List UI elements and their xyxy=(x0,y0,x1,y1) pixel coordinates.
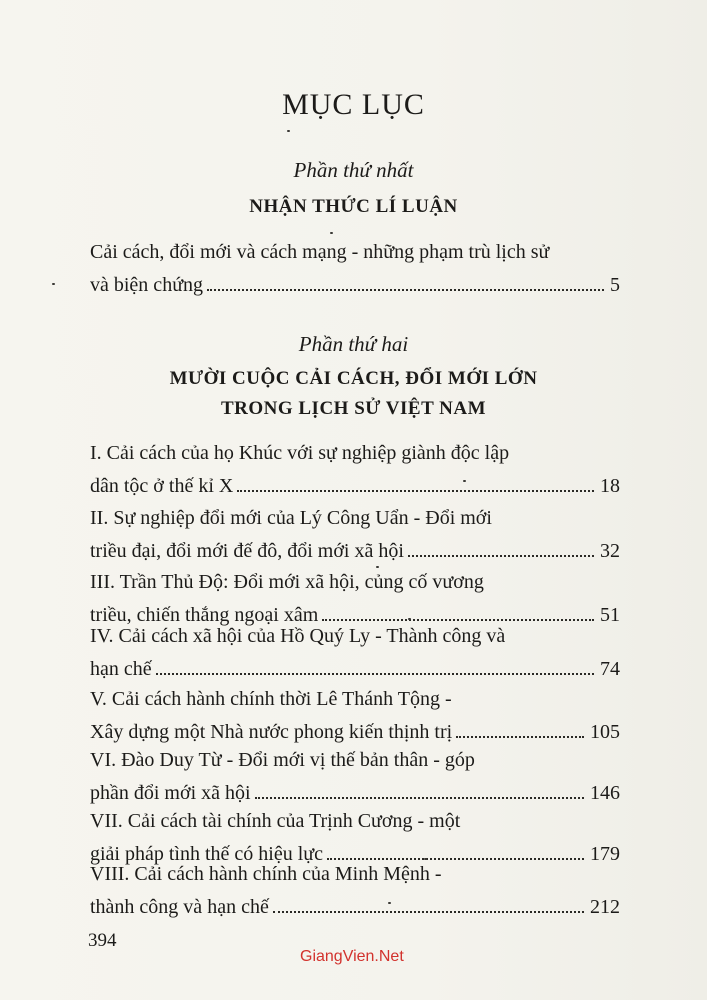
toc-entry-page: 51 xyxy=(600,604,620,626)
scan-speck xyxy=(287,130,290,132)
part2-heading-line2: TRONG LỊCH SỬ VIỆT NAM xyxy=(220,398,487,419)
dot-leader xyxy=(408,554,594,557)
dot-leader xyxy=(456,735,584,738)
scan-speck xyxy=(388,902,391,904)
scan-speck xyxy=(330,232,333,234)
toc-entry-page: 105 xyxy=(590,721,620,743)
toc-entry-line2-row xyxy=(90,535,620,568)
toc-entry[interactable] xyxy=(90,858,620,924)
toc-entry-line2: giải pháp tình thế có hiệu lực xyxy=(90,843,323,865)
scan-speck xyxy=(408,618,411,620)
toc-entry-line2: dân tộc ở thế kỉ X xyxy=(90,475,234,497)
toc-entry-line2: hạn chế xyxy=(90,658,152,680)
toc-entry-line2: Xây dựng một Nhà nước phong kiến thịnh trị xyxy=(90,721,453,743)
scan-speck xyxy=(52,283,55,285)
toc-entry-line2: thành công và hạn chế xyxy=(90,896,269,918)
part1-label: Phần thứ nhất xyxy=(293,158,414,182)
toc-entry-page: 5 xyxy=(610,274,620,296)
toc-entry-page: 146 xyxy=(590,782,620,804)
toc-entry-line1: VII. Cải cách tài chính của Trịnh Cương - một xyxy=(90,810,461,832)
toc-entry-line1: II. Sự nghiệp đổi mới của Lý Công Uẩn - Đổi mới xyxy=(90,507,492,529)
toc-entry-line1: I. Cải cách của họ Khúc với sự nghiệp giành độc lập xyxy=(90,442,510,464)
toc-entry[interactable] xyxy=(90,620,620,686)
toc-entry-page: 212 xyxy=(590,896,620,918)
dot-leader xyxy=(237,489,594,492)
page-title: MỤC LỤC xyxy=(282,88,425,121)
toc-entry[interactable] xyxy=(90,236,620,302)
toc-entry[interactable] xyxy=(90,744,620,810)
toc-entry[interactable] xyxy=(90,683,620,749)
dot-leader xyxy=(273,910,584,913)
toc-entry-page: 32 xyxy=(600,540,620,562)
toc-entry[interactable] xyxy=(90,502,620,568)
toc-entry-page: 179 xyxy=(590,843,620,865)
toc-entry[interactable] xyxy=(90,437,620,503)
dot-leader xyxy=(255,796,584,799)
toc-entry-line2: và biện chứng xyxy=(90,274,204,296)
toc-entry-line2: phần đổi mới xã hội xyxy=(90,782,251,804)
toc-entry-line1: V. Cải cách hành chính thời Lê Thánh Tộng - xyxy=(90,688,452,710)
toc-entry-line2: triều, chiến thắng ngoại xâm xyxy=(90,604,319,626)
toc-entry-line2-row xyxy=(90,269,620,302)
part2-label: Phần thứ hai xyxy=(298,332,409,356)
toc-entry-line2-row xyxy=(90,653,620,686)
toc-entry-line1: III. Trần Thủ Độ: Đổi mới xã hội, củng cố vương xyxy=(90,571,484,593)
toc-entry-line2-row xyxy=(90,891,620,924)
toc-entry-line2: triều đại, đổi mới đế đô, đổi mới xã hội xyxy=(90,540,404,562)
toc-entry-page: 74 xyxy=(600,658,620,680)
toc-entry-line1: VI. Đào Duy Từ - Đổi mới vị thế bản thân - góp xyxy=(90,749,475,771)
toc-entry-line1: VIII. Cải cách hành chính của Minh Mệnh - xyxy=(90,863,442,885)
toc-entry-page: 18 xyxy=(600,475,620,497)
dot-leader xyxy=(156,672,594,675)
page-number: 394 xyxy=(88,930,117,951)
scan-speck xyxy=(376,566,379,568)
part1-heading: NHẬN THỨC LÍ LUẬN xyxy=(249,196,458,217)
toc-entry-line2-row xyxy=(90,470,620,503)
watermark: GiangVien.Net xyxy=(300,948,404,965)
scan-speck xyxy=(424,858,427,860)
toc-entry-line1: IV. Cải cách xã hội của Hồ Quý Ly - Thành công và xyxy=(90,625,506,647)
toc-entry-line1: Cải cách, đổi mới và cách mạng - những phạm trù lịch sử xyxy=(90,241,550,263)
dot-leader xyxy=(207,288,604,291)
part2-heading-line1: MƯỜI CUỘC CẢI CÁCH, ĐỔI MỚI LỚN xyxy=(169,368,538,389)
scan-speck xyxy=(463,480,466,482)
